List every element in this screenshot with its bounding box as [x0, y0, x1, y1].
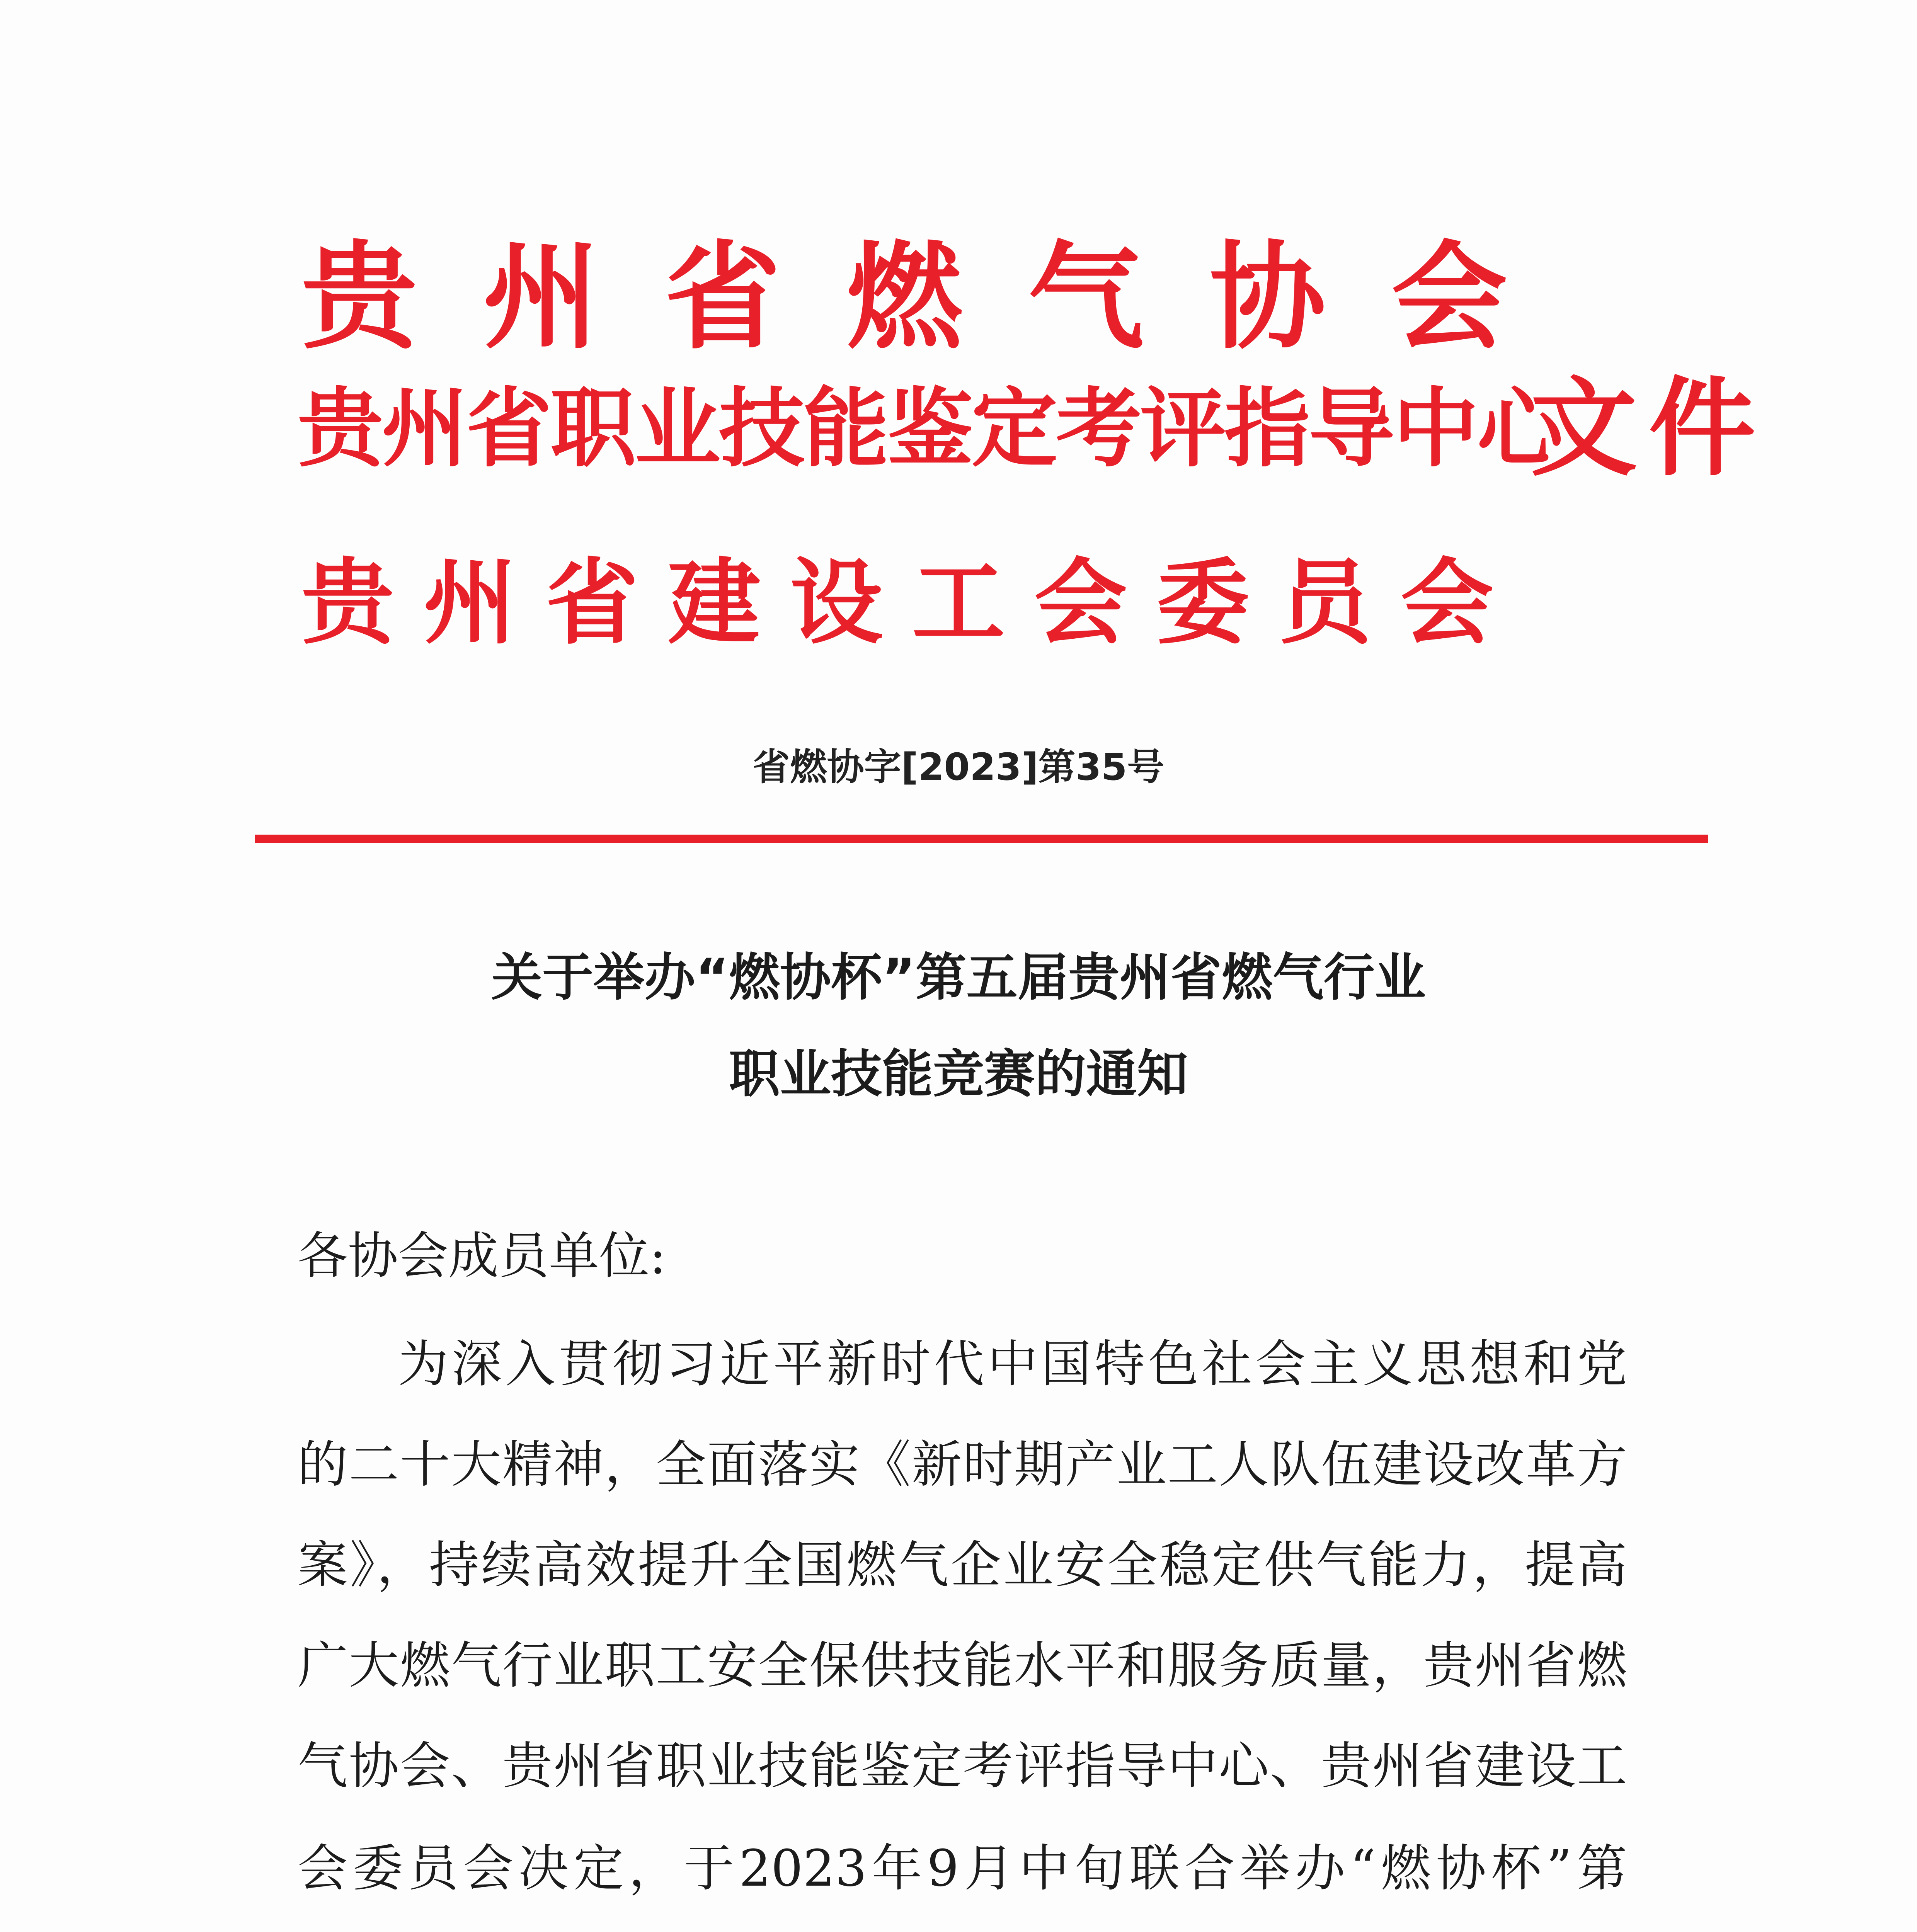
notice-title-line-1: 关于举办“燃协杯”第五届贵州省燃气行业	[491, 948, 1426, 1007]
paragraph-line: 会委员会决定，于2023年9月中旬联合举办“燃协杯”第	[298, 1839, 1627, 1898]
paragraph-line: 广大燃气行业职工安全保供技能水平和服务质量，贵州省燃	[298, 1636, 1627, 1695]
document-label: 文件	[1531, 367, 1767, 491]
red-divider-line	[255, 835, 1708, 843]
document-number: 省燃协字[2023]第35号	[752, 745, 1165, 789]
issuer-gas-association: 贵州省燃气协会	[301, 230, 1573, 365]
issuer-skill-appraisal-center: 贵州省职业技能鉴定考评指导中心	[298, 379, 1561, 479]
paragraph-line: 气协会、贵州省职业技能鉴定考评指导中心、贵州省建设工	[298, 1736, 1627, 1795]
salutation: 各协会成员单位:	[298, 1226, 666, 1285]
notice-title-line-2: 职业技能竞赛的通知	[729, 1044, 1188, 1104]
paragraph-line: 为深入贯彻习近平新时代中国特色社会主义思想和党	[398, 1335, 1627, 1393]
paragraph-line: 案》，持续高效提升全国燃气企业安全稳定供气能力，提高	[298, 1536, 1627, 1594]
issuer-construction-union: 贵州省建设工会委员会	[301, 549, 1523, 657]
paragraph-line: 的二十大精神，全面落实《新时期产业工人队伍建设改革方	[298, 1435, 1627, 1494]
